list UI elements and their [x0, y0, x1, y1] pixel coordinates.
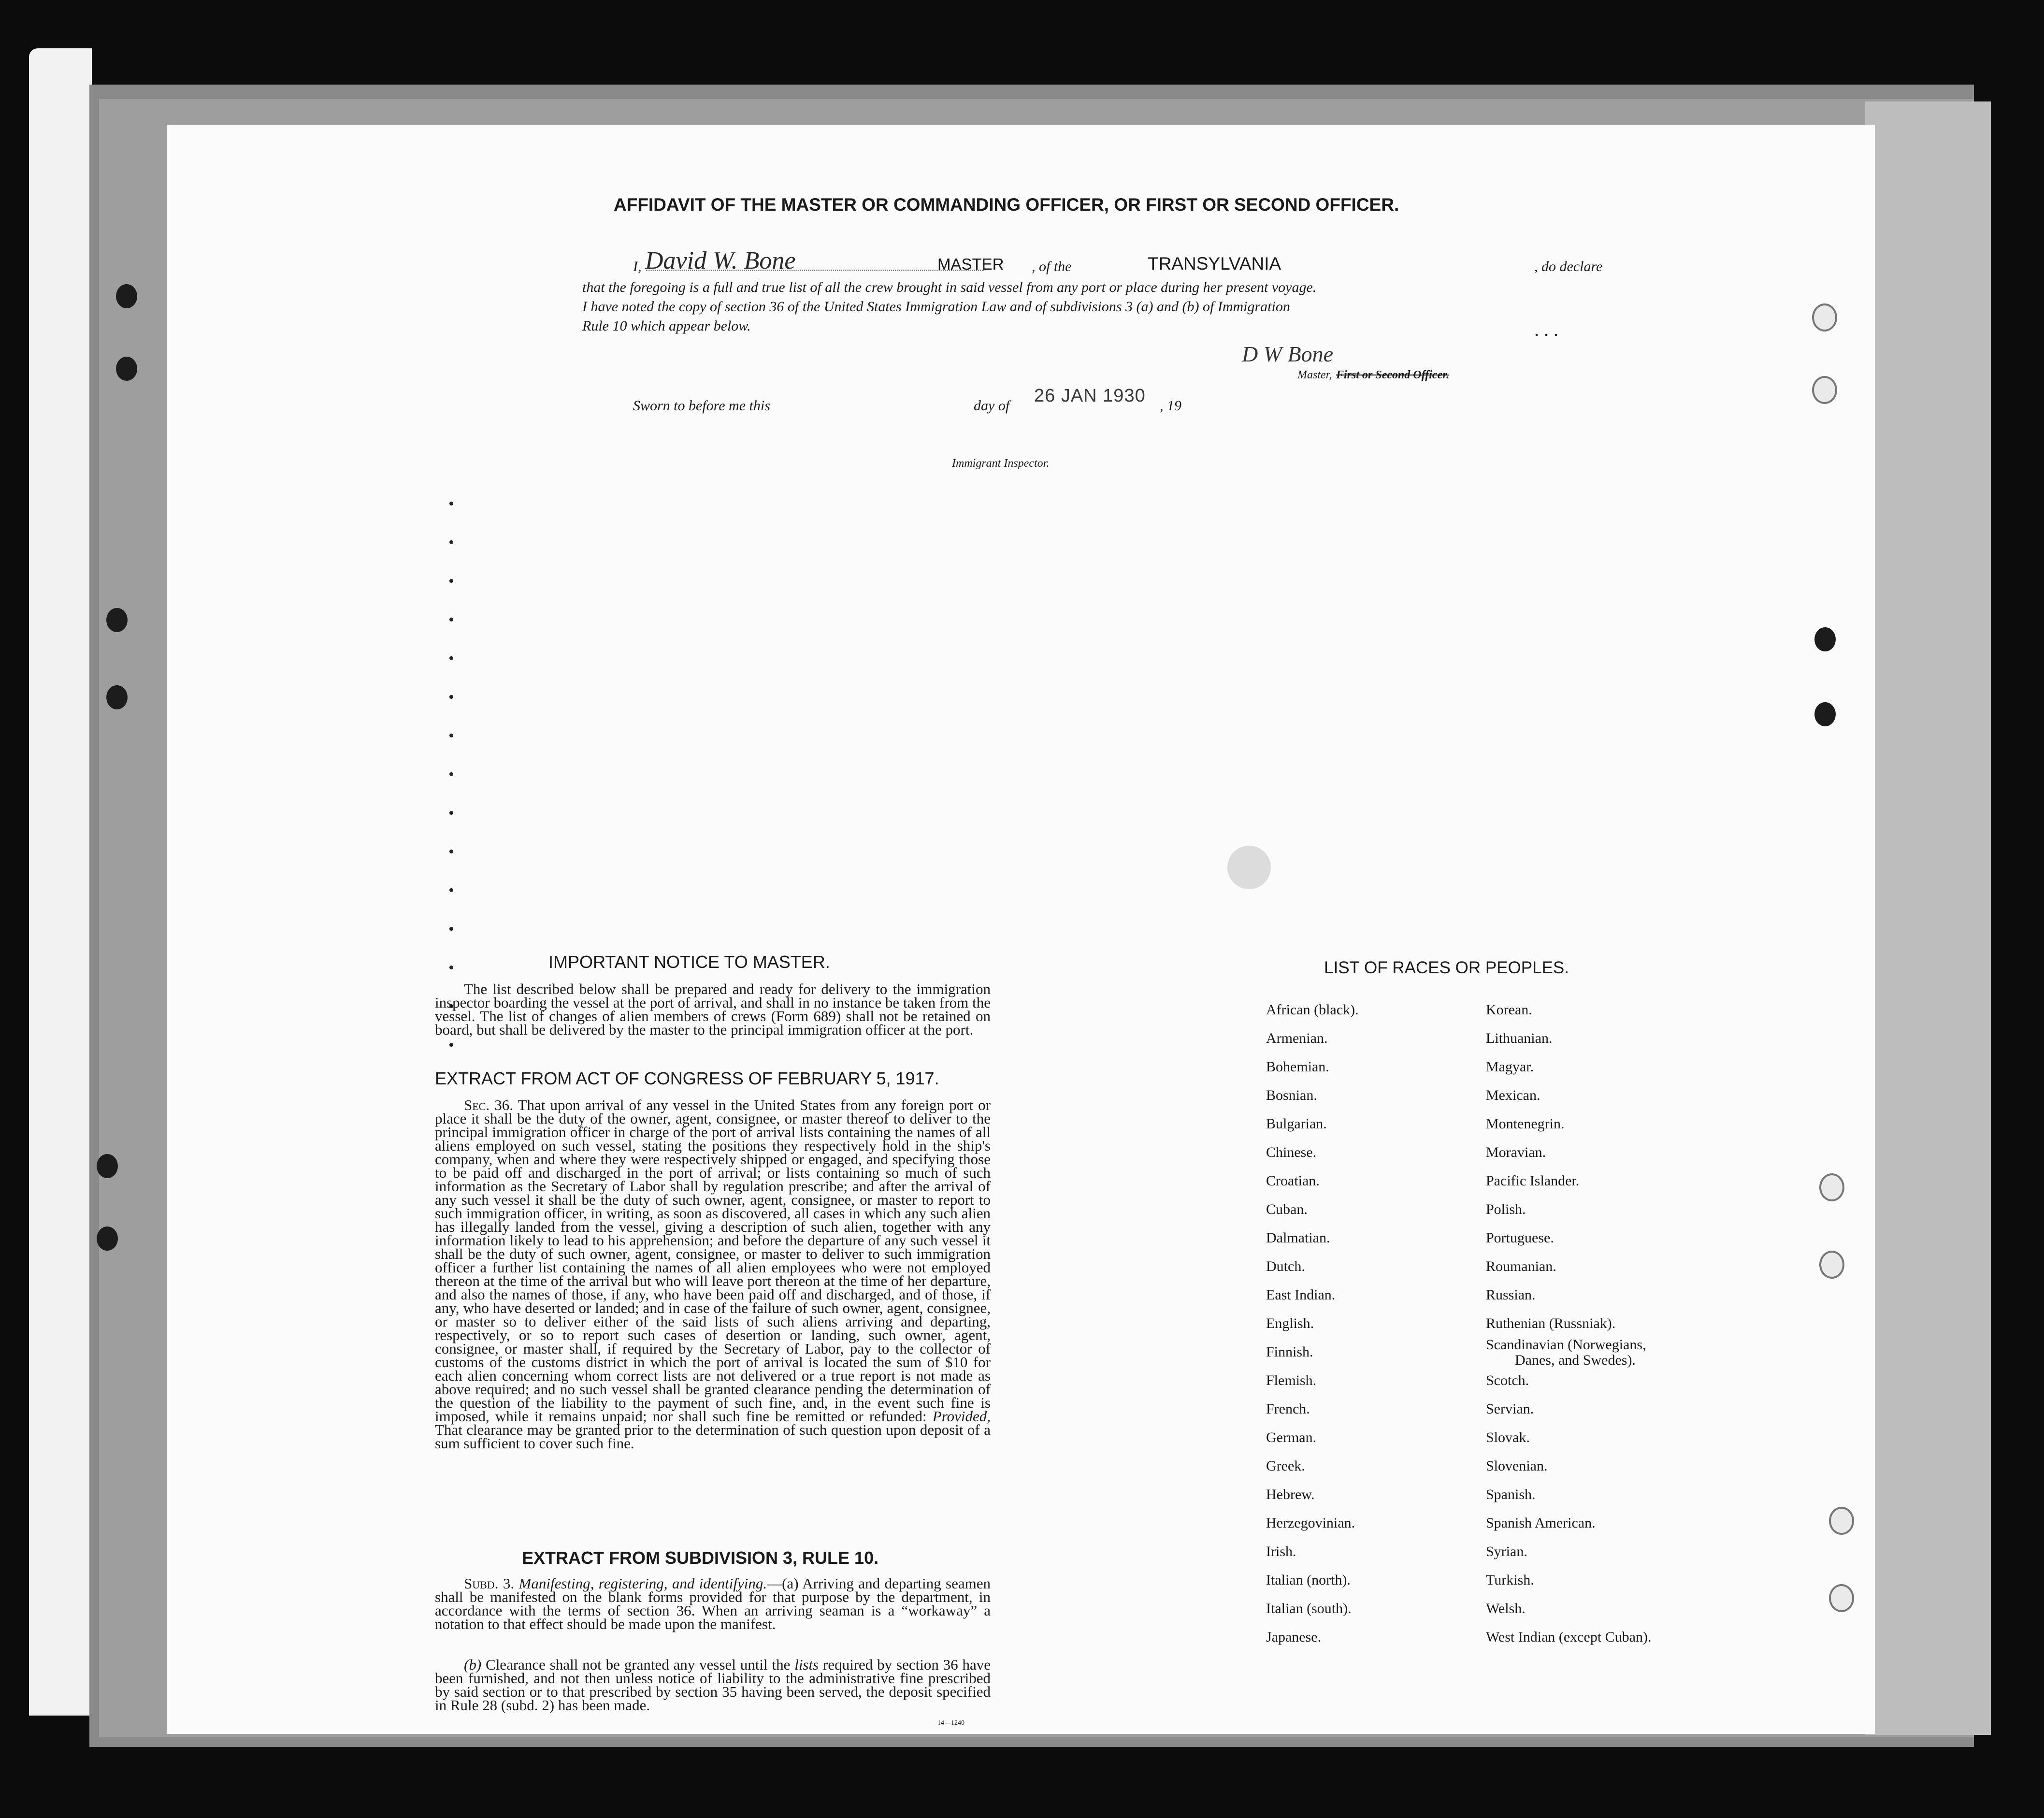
affidavit-line-2: I have noted the copy of section 36 of the United States Immigration Law and of subdivisions 3 (a) and (b) of Immigration: [582, 299, 1290, 315]
dot-mark: [449, 502, 453, 505]
master-role: MASTER: [937, 255, 1004, 273]
race-col1-item: Flemish.: [1266, 1372, 1317, 1388]
race-col1-item: African (black).: [1266, 1002, 1359, 1018]
act-text-end: That clearance may be granted prior to the determination of such question upon deposit of a sum sufficient to cover such fine.: [435, 1421, 991, 1452]
race-col2-item: Scotch.: [1486, 1372, 1529, 1388]
race-col2-item: Servian.: [1486, 1401, 1534, 1417]
signature-title-struck: First or Second Officer.: [1336, 369, 1450, 381]
race-col1-item: Chinese.: [1266, 1144, 1317, 1160]
race-col1-item: Greek.: [1266, 1458, 1305, 1474]
affidavit-title: AFFIDAVIT OF THE MASTER OR COMMANDING OFFICER, OR FIRST OR SECOND OFFICER.: [614, 195, 1399, 215]
race-col2-item: Syrian.: [1486, 1544, 1527, 1559]
binder-hole: [1812, 376, 1837, 404]
dot-mark: [449, 966, 453, 969]
race-col1-item: Cuban.: [1266, 1201, 1308, 1217]
rule-b-text-2: required by section 36 have been furnished, and not then unless notice of liability to the administrative fine prescribed by said section or to that prescribed by section 35 having been served, the deposit specified in Rule 28 (subd. 2) has been made.: [435, 1656, 991, 1714]
rule-heading: Manifesting, registering, and identifying.: [518, 1575, 767, 1592]
race-col2-item: Welsh.: [1486, 1601, 1526, 1616]
race-col1-item: English.: [1266, 1315, 1314, 1331]
race-col1-item: Herzegovinian.: [1266, 1515, 1355, 1531]
binder-hole: [1819, 1173, 1844, 1201]
race-col1-item: Japanese.: [1266, 1629, 1322, 1645]
race-col1-item: Dalmatian.: [1266, 1230, 1330, 1246]
binder-hole: [1814, 702, 1836, 726]
act-provided: Provided,: [932, 1408, 991, 1425]
signature-title: Master,: [1297, 369, 1332, 381]
race-col2-item: Magyar.: [1486, 1059, 1534, 1075]
binder-edge: [29, 48, 92, 1716]
dot-mark: [449, 888, 453, 892]
binder-hole: [97, 1154, 118, 1178]
race-col1-item: Bosnian.: [1266, 1087, 1317, 1103]
binder-hole: [97, 1226, 118, 1251]
dot-mark: [449, 656, 453, 660]
master-signature: D W Bone: [1242, 342, 1334, 366]
rule-b-label: (b): [464, 1656, 482, 1673]
vessel-name: TRANSYLVANIA: [1148, 254, 1281, 274]
dot-mark: [449, 734, 453, 737]
affidavit-line-3: Rule 10 which appear below.: [582, 318, 751, 334]
binder-hole: [1814, 627, 1836, 651]
act-extract-body: [435, 1098, 991, 1450]
rule-subd-label: Subd. 3.: [464, 1575, 515, 1592]
race-col2-item: West Indian (except Cuban).: [1486, 1629, 1652, 1645]
race-col1-item: Italian (south).: [1266, 1601, 1352, 1616]
rule-a-label: —(a): [767, 1575, 799, 1592]
act-extract-title: EXTRACT FROM ACT OF CONGRESS OF FEBRUARY 5, 1917.: [435, 1068, 939, 1088]
sworn-label: Sworn to before me this: [633, 398, 770, 414]
inspector-label: Immigrant Inspector.: [952, 457, 1050, 470]
race-col1-item: Hebrew.: [1266, 1486, 1315, 1502]
dot-mark: [449, 579, 453, 583]
dot-mark: [449, 927, 453, 931]
race-col2-item: Polish.: [1486, 1201, 1526, 1217]
master-name-handwritten: David W. Bone: [645, 247, 796, 274]
rule-extract-a: [435, 1577, 991, 1631]
dot-mark: [449, 1043, 453, 1047]
race-col2-item: Danes, and Swedes).: [1515, 1352, 1636, 1368]
race-col1-item: French.: [1266, 1401, 1310, 1417]
race-col2-item: Scandinavian (Norwegians,: [1486, 1337, 1646, 1353]
act-text: That upon arrival of any vessel in the United States from any foreign port or place it shall be the duty of the owner, agent, consignee, or master thereof to deliver to the principal immigration officer in charge of the port of arrival lists containing the names of all aliens employed on such vessel, stating the positions they respectively hold in the ship's company, when and where they were respectively shipped or engaged, and specifying those to be paid off and discharged in the port of arrival; or lists containing so much of such information as the Secretary of Labor shall by regulation prescribe; and after the arrival of any such vessel it shall be the duty of such owner, agent, consignee, or master to report to such immigration officer, in writing, as soon as discovered, all cases in which any such alien has illegally landed from the vessel, giving a description of such alien, together with any information likely to lead to his apprehension; and before the departure of any such vessel it shall be the duty of such owner, agent, consignee, or master to deliver to such immigration officer a further list containing the names of all alien employees who were not employed thereon at the time of the arrival but who will leave port thereon at the time of her departure, and also the names of those, if any, who have been paid off and discharged, and of those, if any, who have deserted or landed; and in case of the failure of such owner, agent, consignee, or master so to deliver either of the said lists of such aliens arriving and departing, respectively, or so to report such cases of desertion or landing, such owner, agent, consignee, or master shall, if required by the Secretary of Labor, pay to the collector of customs of the customs district in which the port of arrival is located the sum of $10 for each alien concerning whom correct lists are not delivered or a true report is not made as above required; and no such vessel shall be granted clearance pending the determination of the question of the liability to the payment of such fine, and, in the event such fine is imposed, while it remains unpaid; nor shall such fine be remitted or refunded:: [435, 1097, 991, 1425]
rule-extract-title: EXTRACT FROM SUBDIVISION 3, RULE 10.: [522, 1548, 879, 1568]
race-col2-item: Slovak.: [1486, 1429, 1530, 1445]
race-col1-item: Dutch.: [1266, 1258, 1305, 1274]
binder-hole: [1812, 303, 1837, 332]
binder-hole: [116, 357, 137, 381]
embossed-seal: [1227, 846, 1271, 889]
race-col2-item: Pacific Islander.: [1486, 1173, 1580, 1189]
affidavit-line-1: that the foregoing is a full and true list of all the crew brought in said vessel from any port or place during her present voyage.: [582, 279, 1317, 295]
year-label: , 19: [1160, 398, 1181, 414]
of-the-label: , of the: [1032, 259, 1072, 274]
binder-hole: [1829, 1507, 1854, 1535]
binder-hole: [106, 685, 128, 709]
page-stack-edge: [1865, 101, 1991, 1735]
race-col1-item: Armenian.: [1266, 1030, 1328, 1046]
dot-mark: [449, 695, 453, 699]
race-col1-item: East Indian.: [1266, 1287, 1336, 1303]
act-section-label: Sec. 36.: [464, 1097, 513, 1113]
form-number: 14—1240: [937, 1719, 964, 1727]
rule-extract-b: [435, 1658, 991, 1712]
affidavit-i: I,: [633, 259, 642, 274]
race-col2-item: Spanish American.: [1486, 1515, 1596, 1531]
notice-text: The list described below shall be prepared and ready for delivery to the immigration inspector boarding the vessel at the port of arrival, and shall in no instance be taken from the vessel. The list of changes of alien members of crews (Form 689) shall not be retained on board, but shall be delivered by the master to the principal immigration officer at the port.: [435, 981, 991, 1038]
binder-hole: [1829, 1584, 1854, 1612]
race-col2-item: Russian.: [1486, 1287, 1536, 1303]
binder-hole: [106, 608, 128, 632]
race-col2-item: Mexican.: [1486, 1087, 1540, 1103]
dot-mark: [449, 811, 453, 815]
race-col1-item: Irish.: [1266, 1544, 1296, 1559]
do-declare-label: , do declare: [1534, 259, 1603, 274]
date-stamp: 26 JAN 1930: [1034, 386, 1146, 406]
race-col1-item: German.: [1266, 1429, 1317, 1445]
dot-mark: [449, 618, 453, 621]
rule-a-text: Arriving and departing seamen shall be manifested on the blank forms provided for that purpose by the department, in accordance with the terms of section 36. When an arriving seaman is a “workaway” a notation to that effect should be made upon the manifest.: [435, 1575, 991, 1632]
race-col2-item: Spanish.: [1486, 1486, 1536, 1502]
race-col2-item: Portuguese.: [1486, 1230, 1554, 1246]
day-of-label: day of: [974, 398, 1010, 414]
manifest-page: [167, 125, 1875, 1734]
dot-mark: [449, 850, 453, 853]
binder-hole: [1819, 1251, 1844, 1279]
race-col2-item: Slovenian.: [1486, 1458, 1548, 1474]
binder-hole: [116, 284, 137, 308]
race-col1-item: Finnish.: [1266, 1344, 1313, 1360]
race-col1-item: Bulgarian.: [1266, 1116, 1327, 1132]
race-col2-item: Turkish.: [1486, 1572, 1534, 1588]
races-title: LIST OF RACES OR PEOPLES.: [1324, 958, 1569, 977]
race-col1-item: Italian (north).: [1266, 1572, 1351, 1588]
race-col2-item: Lithuanian.: [1486, 1030, 1553, 1046]
race-col2-item: Ruthenian (Russniak).: [1486, 1315, 1616, 1331]
race-col1-item: Croatian.: [1266, 1173, 1320, 1189]
race-col1-item: Bohemian.: [1266, 1059, 1329, 1075]
dot-mark: [449, 540, 453, 544]
race-col2-item: Roumanian.: [1486, 1258, 1556, 1274]
leader-dots: . . .: [1534, 318, 1558, 340]
rule-b-lists: lists: [794, 1656, 819, 1673]
race-col2-item: Montenegrin.: [1486, 1116, 1565, 1132]
name-fill-line: [646, 270, 984, 271]
race-col2-item: Moravian.: [1486, 1144, 1546, 1160]
rule-b-text-1: Clearance shall not be granted any vessel until the: [486, 1656, 791, 1673]
notice-title: IMPORTANT NOTICE TO MASTER.: [548, 952, 830, 972]
race-col2-item: Korean.: [1486, 1002, 1532, 1018]
dot-mark: [449, 772, 453, 776]
